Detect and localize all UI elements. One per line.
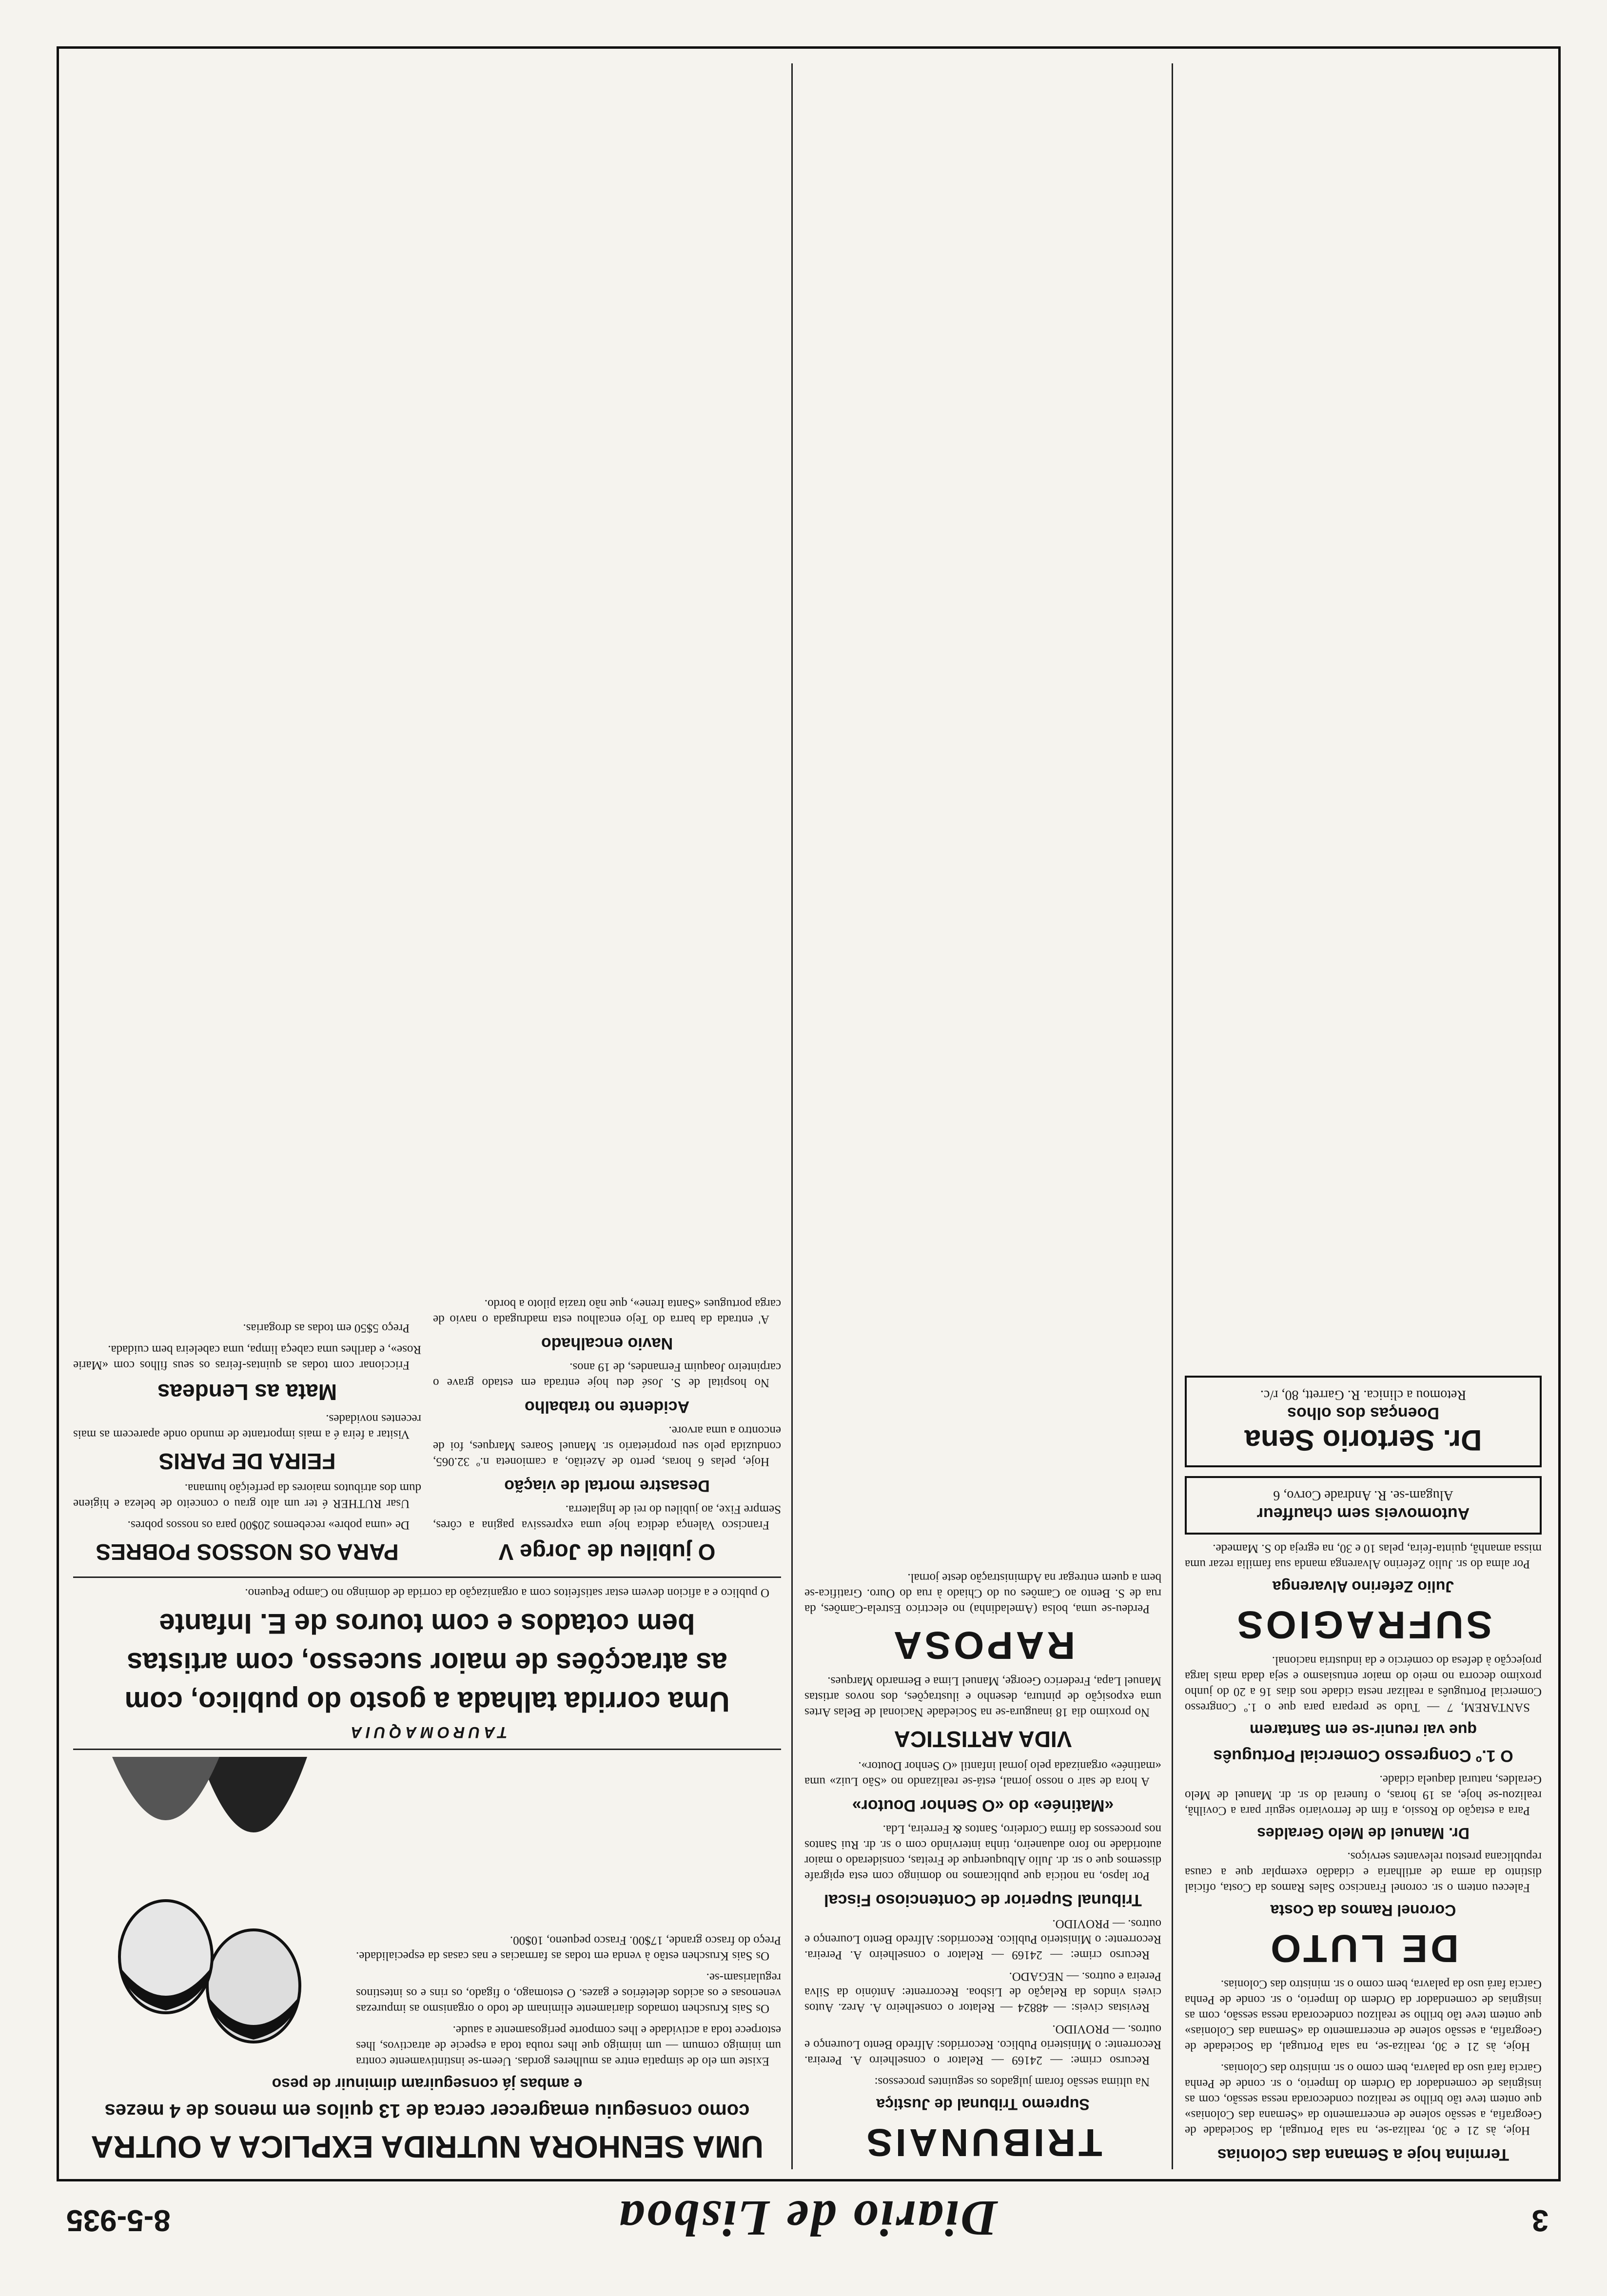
cars-ad-text: Alugam-se. R. Andrade Corvo, 6 bbox=[1273, 1488, 1453, 1503]
matinee-text: A hora de sair o nosso jornal, está-se realizando no «São Luiz» uma «matinée» organizada pelo jornal infantil «O Senhor Doutor». bbox=[804, 1759, 1161, 1788]
bottom-column-right bbox=[73, 1290, 421, 1570]
courts-headline: TRIBUNAIS bbox=[863, 2121, 1102, 2164]
suffrage-headline: SUFRAGIOS bbox=[1234, 1603, 1492, 1647]
mourning-text-2: Para a estação do Rossio, a fim de ferroviario seguir para a Covilhã, realizou-se hoje, as 19 horas, o funeral do sr. dr. Manuel de Melo Geraldes, natural daquela cidade. bbox=[1185, 1773, 1542, 1817]
congress-headline: O 1.º Congresso Comercial Português bbox=[1213, 1747, 1513, 1765]
bullfight-band: TAUROMAQUIA bbox=[347, 1724, 508, 1741]
two-women-illustration bbox=[73, 1757, 346, 2069]
colonies-text-2: Hoje, às 21 e 30, realiza-se, na sala Portugal, da Sociedade de Geografia, a sessão solene de encerramento da «Semana das Colonias» que ontem teve tão brilho se realizou condecorada nessa sessão, com as insignias de comendador da Ordem do Imperio, o sr. conde de Penha Garcia fará uso da palavra, bem como o sr. ministro das Colonias. bbox=[1185, 1978, 1542, 2053]
art-text: No proximo dia 18 inaugura-se na Sociedade Nacional de Belas Artes uma exposição de pintura, desenho e ilustrações, dos novos artistas Manuel Lapa, Frederico George, Manuel Lima e Bernardo Marques. bbox=[804, 1674, 1161, 1719]
bullfight-headline-3: bem cotados e com touros de E. Infante bbox=[159, 1608, 695, 1639]
column-3 bbox=[66, 58, 788, 2169]
jubilee-text: Francisco Valença dedica hoje uma expressiva pagina a côres, Sempre Fixe, ao jubileu do rei de Inglaterra. bbox=[433, 1503, 781, 1532]
bullfight-headline-1: Uma corrida talhada a gosto do publico, com bbox=[124, 1686, 730, 1717]
column-2 bbox=[798, 58, 1168, 2169]
raposa-headline: RAPOSA bbox=[890, 1624, 1076, 1667]
bottom-column-left bbox=[433, 1290, 781, 1570]
fiscal-headline: Tribunal Superior de Contencioso Fiscal bbox=[824, 1891, 1142, 1909]
feature-body-left bbox=[356, 1757, 781, 2069]
mourning-subhead-2: Dr. Manuel de Melo Geraldes bbox=[1257, 1825, 1470, 1842]
feature-subhead: como conseguiu emagrecer cerca de 13 quilos em menos de 4 mezes bbox=[104, 2100, 750, 2121]
feature-subhead-2: e ambas já conseguiram diminuir de peso bbox=[272, 2075, 583, 2093]
mourning-text: Faleceu ontem o sr. coronel Francisco Sales Ramos da Costa, oficial distinto da arma de artilharia e cidadão exemplar que a causa republicana prestou relevantes serviços. bbox=[1185, 1850, 1542, 1894]
cars-ad bbox=[1185, 1476, 1542, 1535]
feature-text-3: Os Sais Kruschen estão à venda em todas as farmacias e nas casas da especialidade. Preço do frasco grande, 17$00. Frasco pequeno, 10$00. bbox=[356, 1934, 781, 1963]
lice-headline: Mata as Lendeas bbox=[157, 1380, 337, 1405]
congress-text: SANTAREM, 7 — Tudo se prepara para que o 1.º Congresso Comercial Português a realizar nesta cidade nos dias 16 a 20 do junho proximo decorra no meio do maior entusiasmo e seja dada mais larga projecção à defesa do comércio e da industria nacional. bbox=[1185, 1654, 1542, 1714]
matinee-headline: «Matinée» do «O Senhor Doutor» bbox=[852, 1796, 1114, 1815]
work-accident-text: No hospital de S. José deu hoje entrada em estado grave o carpinteiro Joaquim Fernandes, de 19 anos. bbox=[433, 1361, 781, 1389]
lice-price: Preço 5$50 em todas as drogarias. bbox=[243, 1322, 410, 1335]
lice-text: Friccionar com todas as quintas-feiras os seus filhos com «Marie Rose», e darlhes uma cabeça limpa, uma cabeleira bem cuidada. bbox=[73, 1343, 421, 1372]
suffrage-subhead: Julio Zeferino Alvarenga bbox=[1272, 1578, 1454, 1596]
issue-date: 8-5-935 bbox=[66, 2203, 171, 2237]
art-headline: VIDA ARTISTICA bbox=[894, 1727, 1072, 1752]
newspaper-title: Diario de Lisboa bbox=[617, 2190, 998, 2246]
feature-text: Existe um elo de simpatia entre as mulheres gordas. Ueem-se instintivamente contra um inimigo comum — um inimigo que lhes rouba toda a especie de atractivos, lhes estorpece toda a actividade e lhes comporte perigosamente a saude. bbox=[356, 2024, 781, 2068]
doctor-ad-subtitle: Doenças dos olhos bbox=[1287, 1404, 1439, 1422]
colonies-headline: Termina hoje a Semana das Colonias bbox=[1217, 2145, 1509, 2164]
colonies-text: Hoje, às 21 e 30, realiza-se, na sala Portugal, da Sociedade de Geografia, a sessão solene de encerramento da «Semana das Colonias» que ontem teve tão brilho se realizou condecorada nessa sessão, com as insignias de comendador da Ordem do Imperio, o sr. conde de Penha Garcia fará uso da palavra, bem como o sr. ministro das Colonias. bbox=[1185, 2062, 1542, 2137]
suffrage-text: Por alma do sr. Julio Zeferino Alvarenga manda sua familia rezar uma missa amanhã, quinta-feira, pelas 10 e 30, na egreja do S. Mamede. bbox=[1185, 1542, 1542, 1571]
congress-subhead: que vai reunir-se em Santarem bbox=[1250, 1721, 1477, 1739]
ship-text: A' entrada da barra do Tejo encalhou esta madrugada o navio de carga portugues «Santa Irene», que não trazia piloto a bordo. bbox=[433, 1297, 781, 1326]
column-1 bbox=[1178, 58, 1548, 2169]
page-number: 3 bbox=[1531, 2203, 1548, 2237]
raposa-text: Perdeu-se uma, bolsa (Ameladinha) no electrico Estrela-Camões, da rua de S. Bento ao Camões ou do Chiado à rua do Ouro. Gratifica-se bem a quem entregar na Administração deste jornal. bbox=[804, 1571, 1161, 1615]
divider bbox=[73, 1749, 781, 1750]
fiscal-text: Por lapso, na noticia que publicamos no domingo com esta epigrafe dissemos que o sr. dr. Julio Albuquerque de Freitas, considerado o maior autoridade no foro aduaneiro, tinha intervindo com o sr. dr. Rui Santos nos processos da firma Cordeiro, Santos & Ferreira, Lda. bbox=[804, 1823, 1161, 1883]
jubilee-headline: O jubileu de Jorge V bbox=[498, 1539, 716, 1565]
cars-ad-title: Automoveis sem chauffeur bbox=[1256, 1504, 1470, 1523]
fair-text: Visitar a feira é a mais importante de mundo onde aparecem as mais recentes novidades. bbox=[73, 1412, 421, 1441]
courts-text: Recurso crime: — 24169 — Relator o conselheiro A. Pereira. Recorrente: o Ministerio Publico. Recorridos: Alfredo Bento Lourenço e outros. — PROVIDO. bbox=[804, 2023, 1161, 2067]
bullfight-text: O publico e a aficion devem estar satisfeitos com a organização da corrida de domingo no Campo Pequeno. bbox=[245, 1586, 769, 1599]
column-rule bbox=[1172, 63, 1173, 2169]
feature-headline: UMA SENHORA NUTRIDA EXPLICA A OUTRA bbox=[91, 2129, 764, 2164]
doctor-ad bbox=[1185, 1376, 1542, 1467]
ruther-text: Usar RUTHER é ter um alto grau o conceito de beleza e higiene dum dos atributos maiores da perfeição humana. bbox=[73, 1481, 421, 1510]
courts-text-3: Recurso crime: — 24169 — Relator o conselheiro A. Pereira. Recorrente: o Ministerio Publico. Recorridos: Alfredo Bento Lourenço e outros. — PROVIDO. bbox=[804, 1917, 1161, 1962]
bullfight-headline-2: as atracções de maior sucesso, com artistas bbox=[127, 1647, 727, 1678]
ship-headline: Navio encalhado bbox=[541, 1334, 673, 1353]
doctor-ad-text: Retomou a clinica. R. Garrett, 80, r/c. bbox=[1260, 1387, 1467, 1402]
column-rule bbox=[791, 63, 793, 2169]
poor-headline: PARA OS NOSSOS POBRES bbox=[96, 1539, 399, 1565]
courts-subhead: Supremo Tribunal de Justiça bbox=[876, 2096, 1090, 2113]
fair-headline: FEIRA DE PARIS bbox=[158, 1449, 336, 1474]
courts-text-2: Revistas civeis: — 48824 — Relator o conselheiro A. Arez. Autos civeis vindos da Relação de Lisboa. Recorrente: António da Silva Pereira e outros. — NEGADO. bbox=[804, 1970, 1161, 2014]
courts-intro: Na ultima sessão foram julgados os seguintes processos: bbox=[874, 2075, 1150, 2088]
bottom-columns bbox=[73, 1290, 781, 1570]
work-accident-headline: Acidente no trabalho bbox=[524, 1398, 690, 1416]
accident-headline: Desastre mortal de viação bbox=[504, 1477, 710, 1495]
poor-text: De «uma pobre» recebemos 20$00 para os nossos pobres. bbox=[127, 1518, 410, 1532]
feature-body bbox=[73, 1757, 781, 2069]
feature-text-2: Os Sais Kruschen tomados diariamente eliminam de todo o organismo as impurezas venenosas e os acidos deletérios e gazes. O estomago, o figado, os rins e os intestinos regularisam-se. bbox=[356, 1971, 781, 2015]
divider bbox=[73, 1576, 781, 1578]
doctor-ad-title: Dr. Sertorio Sena bbox=[1244, 1424, 1482, 1457]
accident-text: Hoje, pelas 6 horas, perto de Azeitão, a camioneta n.º 32.065, conduzida pelo seu proprietario sr. Manuel Soares Marques, foi de encontro a uma arvore. bbox=[433, 1424, 781, 1468]
mourning-subhead: Coronel Ramos da Costa bbox=[1270, 1902, 1456, 1919]
mourning-headline: DE LUTO bbox=[1268, 1927, 1459, 1970]
